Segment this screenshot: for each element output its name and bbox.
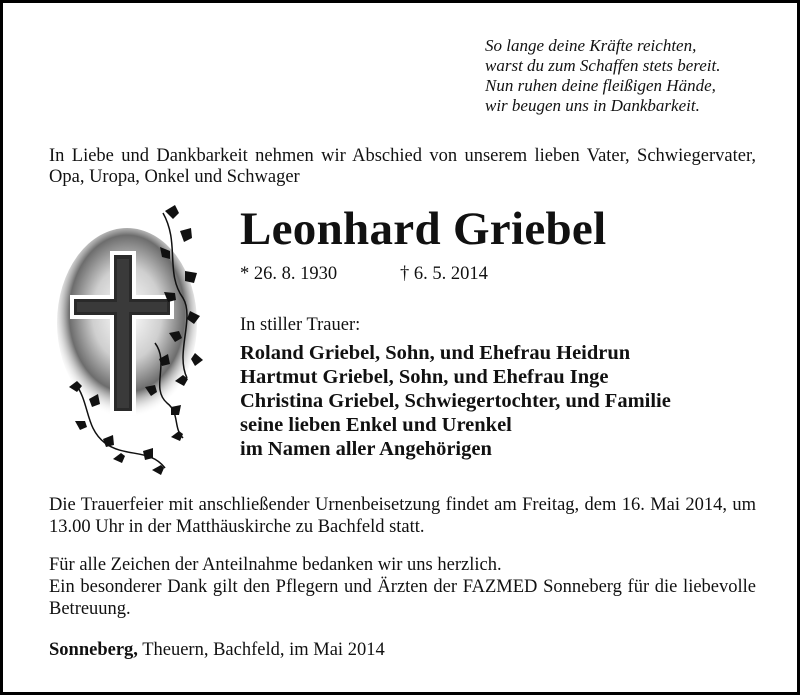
deceased-name: Leonhard Griebel [240,203,607,255]
closing-line [49,639,756,661]
cross-with-ivy-icon [55,203,215,483]
funeral-notice: Die Trauerfeier mit anschließender Urnenbeisetzung findet am Freitag, dem 16. Mai 2014, um 13.00 Uhr in der Matthäuskirche zu Bachfeld statt. [49,495,756,537]
poem-line: Nun ruhen deine fleißigen Hände, [485,76,716,95]
death-date: † 6. 5. 2014 [400,264,488,284]
poem-line: wir beugen uns in Dankbarkeit. [485,96,700,115]
birth-date: * 26. 8. 1930 [240,264,338,284]
poem-line: warst du zum Schaffen stets bereit. [485,56,721,75]
thanks-line: Ein besonderer Dank gilt den Pflegern und Ärzten der FAZMED Sonneberg für die liebevolle Betreuung. [49,577,756,619]
thanks-line: Für alle Zeichen der Anteilnahme bedanken wir uns herzlich. [49,555,502,575]
mourner-line: Christina Griebel, Schwiegertochter, und Familie [240,390,671,412]
mourner-line: im Namen aller Angehörigen [240,438,492,460]
closing-rest: Theuern, Bachfeld, im Mai 2014 [137,640,385,660]
memorial-poem [485,36,785,116]
thanks-section [49,554,756,620]
mourner-line: Roland Griebel, Sohn, und Ehefrau Heidrun [240,342,631,364]
closing-place: Sonneberg, [49,640,138,660]
mourner-line: Hartmut Griebel, Sohn, und Ehefrau Inge [240,366,609,388]
poem-line: So lange deine Kräfte reichten, [485,36,697,55]
life-dates [240,263,488,285]
mourning-label: In stiller Trauer: [240,315,361,335]
intro-text: In Liebe und Dankbarkeit nehmen wir Abschied von unserem lieben Vater, Schwiegervater, Opa, Uropa, Onkel und Schwager [49,146,756,187]
mourner-line: seine lieben Enkel und Urenkel [240,414,512,436]
mourners-list [240,341,671,461]
